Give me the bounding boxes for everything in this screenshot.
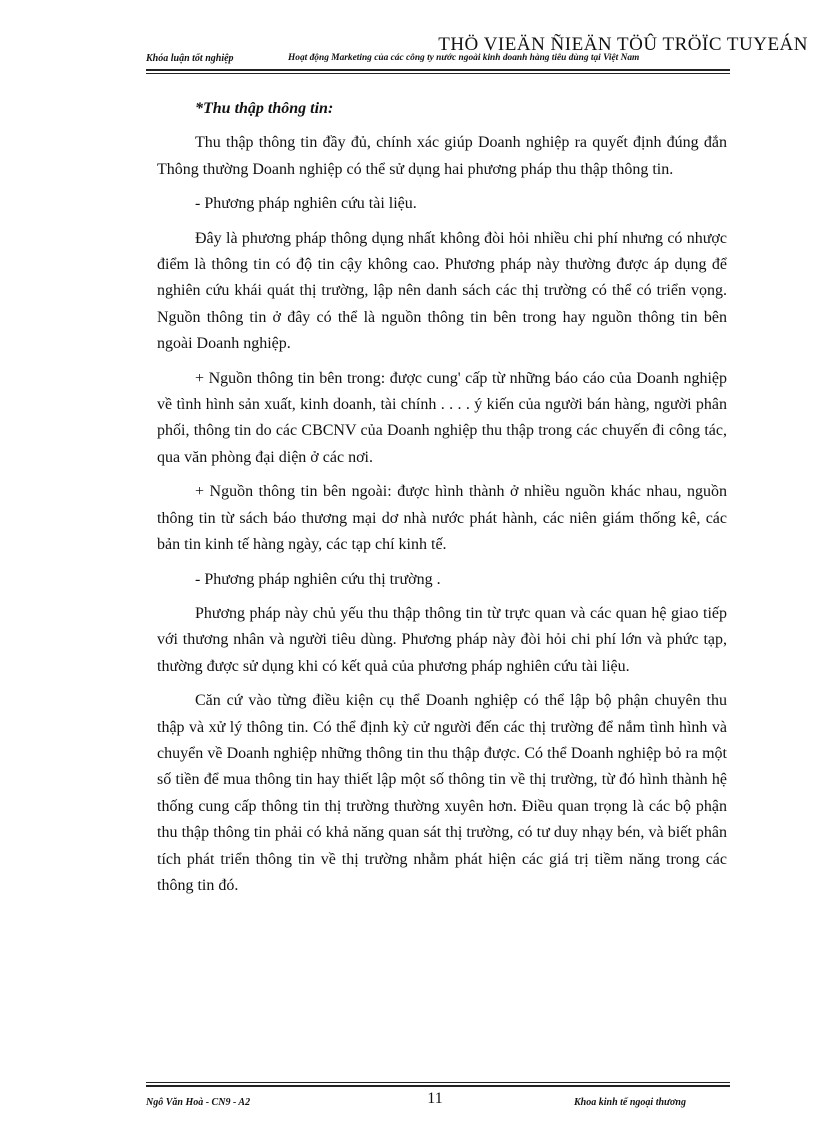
paragraph-2: - Phương pháp nghiên cứu tài liệu. xyxy=(195,195,417,213)
paragraph-6: - Phương pháp nghiên cứu thị trường . xyxy=(195,570,441,588)
page-header xyxy=(146,53,730,69)
paragraph-1: Thu thập thông tin đầy đủ, chính xác giúp Doanh nghiệp ra quyết định đúng đắn Thông thường Doanh nghiệp có thể sử dụng hai phương pháp thu thập thông tin. xyxy=(157,134,727,178)
footer-rule-thick xyxy=(146,1085,730,1087)
header-rule-thin xyxy=(146,73,730,74)
watermark-text: THÖ VIEÄN ÑIEÄN TÖÛ TRÖÏC TUYEÁN xyxy=(438,34,808,55)
header-right: Hoạt động Marketing của các công ty nước ngoài kinh doanh hàng tiêu dùng tại Việt Nam xyxy=(288,53,640,63)
paragraph-4: + Nguồn thông tin bên trong: được cung' cấp từ những báo cáo của Doanh nghiệp về tình hình sản xuất, kinh doanh, tài chính . . . . ý kiến của người bán hàng, người phân phối, thông tin do các CBCNV của Doanh nghiệp thu thập trong các chuyến đi công tác, qua văn phòng đại diện ở các nơi. xyxy=(157,369,727,466)
footer-author: Ngô Văn Hoà - CN9 - A2 xyxy=(146,1097,251,1108)
paragraph-5: + Nguồn thông tin bên ngoài: được hình thành ở nhiều nguồn khác nhau, nguồn thông tin từ sách báo thương mại dơ nhà nước phát hành, các niên giám thống kê, các bản tin kinh tế hàng ngày, các tạp chí kinh tế. xyxy=(157,483,727,554)
header-left: Khóa luận tốt nghiệp xyxy=(146,53,234,64)
header-rule-thick xyxy=(146,69,730,71)
footer-rule-thin xyxy=(146,1082,730,1083)
paragraph-3: Đây là phương pháp thông dụng nhất không đòi hỏi nhiều chi phí nhưng có nhược điểm là thông tin có độ tin cậy không cao. Phương pháp này thường được áp dụng để nghiên cứu khái quát thị trường, lập nên danh sách các thị trường có thể có triển vọng. Nguồn thông tin ở đây có thể là nguồn thông tin bên trong hay nguồn thông tin bên ngoài Doanh nghiệp. xyxy=(157,229,727,353)
document-body xyxy=(157,96,727,907)
section-heading: *Thu thập thông tin: xyxy=(195,100,334,117)
footer-department: Khoa kinh tế ngoại thương xyxy=(574,1097,686,1108)
page-number: 11 xyxy=(427,1090,443,1107)
paragraph-7: Phương pháp này chủ yếu thu thập thông tin từ trực quan và các quan hệ giao tiếp với thương nhân và người tiêu dùng. Phương pháp này đòi hỏi chi phí lớn và phức tạp, thường được sử dụng khi có kết quả của phương pháp nghiên cứu tài liệu. xyxy=(157,604,727,675)
paragraph-8: Căn cứ vào từng điều kiện cụ thể Doanh nghiệp có thể lập bộ phận chuyên thu thập và xử lý thông tin. Có thể định kỳ cử người đến các thị trường để nắm tình hình và chuyển về Doanh nghiệp những thông tin thu thập được. Có thể Doanh nghiệp bỏ ra một số tiền để mua thông tin hay thiết lập một số thông tin về thị trường, từ đó hình thành hệ thống cung cấp thông tin thị trường thường xuyên hơn. Điều quan trọng là các bộ phận thu thập thông tin phải có khả năng quan sát thị trường, có tư duy nhạy bén, và biết phân tích phát triển thông tin về thị trường nhằm phát hiện các giá trị tiềm năng trong các thông tin đó. xyxy=(157,692,727,894)
